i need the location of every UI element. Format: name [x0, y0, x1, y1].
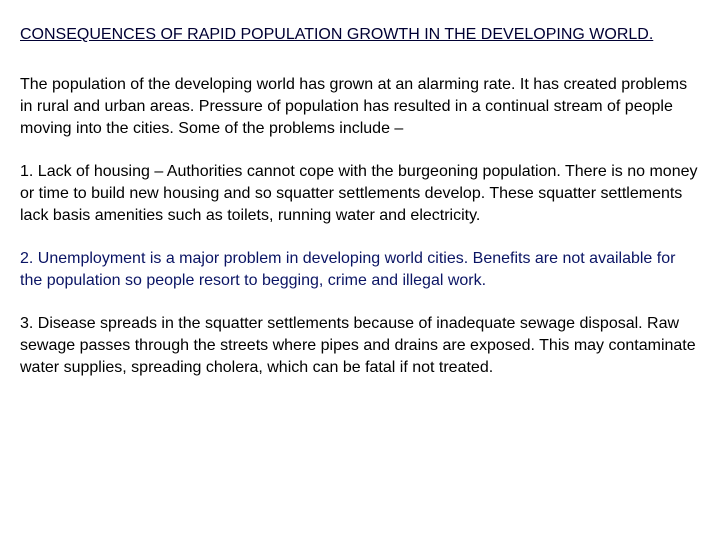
document-body	[20, 25, 700, 400]
unemployment-paragraph: 2. Unemployment is a major problem in developing world cities. Benefits are not available for the population so people resort to begging, crime and illegal work.	[20, 250, 676, 289]
housing-paragraph: 1. Lack of housing – Authorities cannot cope with the burgeoning population. There is no money or time to build new housing and so squatter settlements develop. These squatter settlements lack basis amenities such as toilets, running water and electricity.	[20, 163, 698, 224]
disease-paragraph: 3. Disease spreads in the squatter settlements because of inadequate sewage disposal. Raw sewage passes through the streets where pipes and drains are exposed. This may contaminate water supplies, spreading cholera, which can be fatal if not treated.	[20, 315, 696, 376]
intro-paragraph: The population of the developing world has grown at an alarming rate. It has created problems in rural and urban areas. Pressure of population has resulted in a continual stream of people moving into the cities. Some of the problems include –	[20, 76, 688, 137]
page-title: CONSEQUENCES OF RAPID POPULATION GROWTH IN THE DEVELOPING WORLD.	[20, 26, 654, 43]
